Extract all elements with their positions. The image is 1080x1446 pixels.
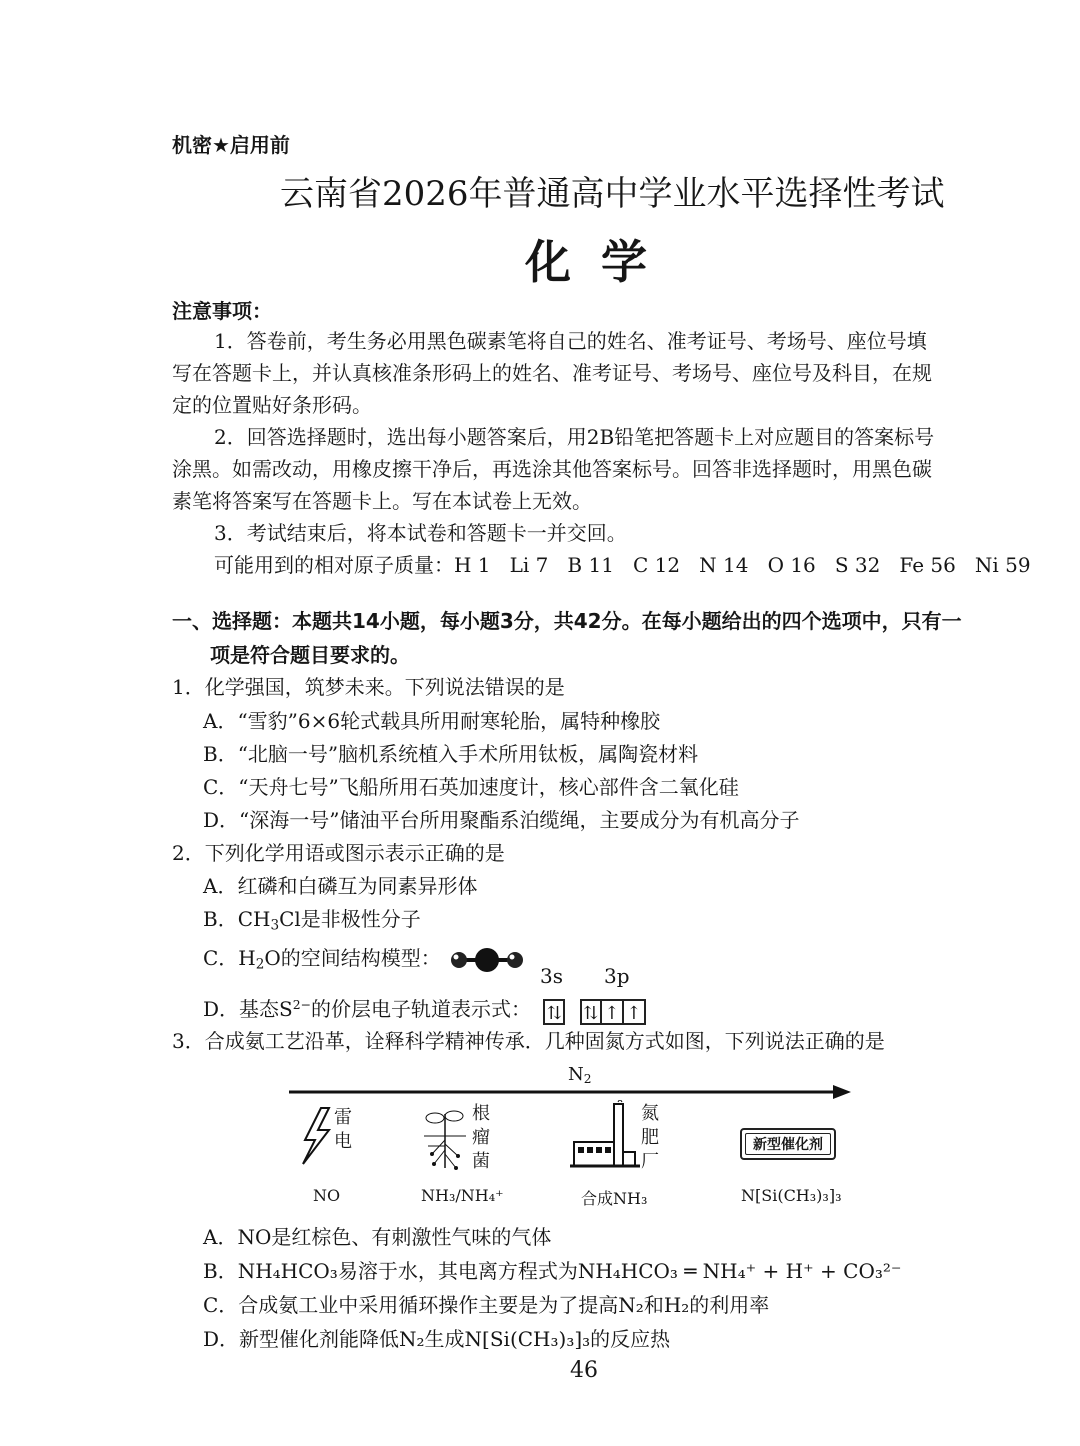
- q1-stem: 1．化学强国，筑梦未来。下列说法错误的是: [172, 675, 565, 699]
- notice-line: 1．答卷前，考生务必用黑色碳素笔将自己的姓名、准考证号、考场号、座位号填: [214, 329, 927, 353]
- orbital-box: ⇅: [580, 999, 602, 1025]
- page-number: 46: [570, 1358, 598, 1383]
- orbital-box: ↑: [624, 999, 646, 1025]
- product-silyl-amine: N[Si(CH₃)₃]₃: [741, 1186, 842, 1205]
- section-heading: 一、选择题：本题共14小题，每小题3分，共42分。在每小题给出的四个选项中，只有一: [172, 609, 962, 633]
- confidential-label: 机密★启用前: [172, 133, 290, 157]
- water-molecule-model-icon: [447, 945, 527, 975]
- notice-heading: 注意事项：: [172, 299, 272, 323]
- root-nodule-plant-icon: [420, 1106, 470, 1176]
- lightning-icon: [299, 1106, 335, 1166]
- lightning-label: 雷 电: [334, 1107, 352, 1152]
- orbital-3s: [543, 995, 565, 1025]
- q2-option-a: A．红磷和白磷互为同素异形体: [203, 874, 478, 898]
- notice-line: 3．考试结束后，将本试卷和答题卡一并交回。: [214, 521, 627, 545]
- factory-label: 氮 肥 厂: [641, 1103, 659, 1172]
- label-3p: 3p: [604, 964, 630, 988]
- q3-option-c: C．合成氨工业中采用循环操作主要是为了提高N₂和H₂的利用率: [203, 1293, 770, 1317]
- q3-option-b: B．NH₄HCO₃易溶于水，其电离方程式为NH₄HCO₃ ═ NH₄⁺ + H⁺ + CO₃²⁻: [203, 1259, 902, 1283]
- notice-line: 定的位置贴好条形码。: [172, 393, 372, 417]
- q1-option-b: B．“北脑一号”脑机系统植入手术所用钛板，属陶瓷材料: [203, 742, 699, 766]
- factory-icon: [570, 1100, 640, 1172]
- catalyst-badge: 新型催化剂: [740, 1128, 836, 1160]
- orbital-3p: [580, 995, 646, 1025]
- atomic-masses-values: H 1 Li 7 B 11 C 12 N 14 O 16 S 32 Fe 56 Ni 59: [454, 553, 1031, 577]
- section-heading-cont: 项是符合题目要求的。: [210, 643, 410, 667]
- orbital-box: ↑: [602, 999, 624, 1025]
- product-synth-nh3: 合成NH₃: [581, 1189, 648, 1208]
- arrow-label: $N_2$: [568, 1064, 592, 1087]
- q2-option-c: C．$H_2O$的空间结构模型：: [203, 943, 527, 979]
- q1-option-d: D．“深海一号”储油平台所用聚酯系泊缆绳，主要成分为有机高分子: [203, 808, 800, 832]
- notice-line: 涂黑。如需改动，用橡皮擦干净后，再选涂其他答案标号。回答非选择题时，用黑色碳: [172, 457, 932, 481]
- nitrogen-fixation-diagram: [285, 1066, 855, 1216]
- subject-title: 化学: [525, 235, 677, 289]
- product-nh3: NH₃/NH₄⁺: [421, 1186, 504, 1205]
- q2-stem: 2．下列化学用语或图示表示正确的是: [172, 841, 505, 865]
- notice-line: 2．回答选择题时，选出每小题答案后，用2B铅笔把答题卡上对应题目的答案标号: [214, 425, 935, 449]
- q3-stem: 3．合成氨工艺沿革，诠释科学精神传承．几种固氮方式如图，下列说法正确的是: [172, 1029, 885, 1053]
- notice-line: 写在答题卡上，并认真核准条形码上的姓名、准考证号、考场号、座位号及科目，在规: [172, 361, 932, 385]
- atomic-masses-line: [214, 550, 1031, 580]
- atomic-masses-label: 可能用到的相对原子质量：: [214, 553, 454, 577]
- exam-title: 云南省2026年普通高中学业水平选择性考试: [280, 174, 945, 214]
- nodule-label: 根 瘤 菌: [472, 1103, 490, 1172]
- orbital-box: ⇅: [543, 999, 565, 1025]
- notice-line: 素笔将答案写在答题卡上。写在本试卷上无效。: [172, 489, 592, 513]
- q1-option-c: C．“天舟七号”飞船所用石英加速度计，核心部件含二氧化硅: [203, 775, 739, 799]
- q2-option-b: B．$CH_3Cl$是非极性分子: [203, 907, 421, 934]
- q1-option-a: A．“雪豹”6×6轮式载具所用耐寒轮胎，属特种橡胶: [203, 709, 661, 733]
- label-3s: 3s: [540, 964, 563, 988]
- product-no: NO: [313, 1186, 341, 1205]
- q2-option-d: D．基态$S^{2-}$的价层电子轨道表示式： ⇅ ⇅ ↑ ↑: [203, 990, 646, 1025]
- q3-option-d: D．新型催化剂能降低N₂生成N[Si(CH₃)₃]₃的反应热: [203, 1327, 671, 1351]
- q3-option-a: A．NO是红棕色、有刺激性气味的气体: [203, 1225, 552, 1249]
